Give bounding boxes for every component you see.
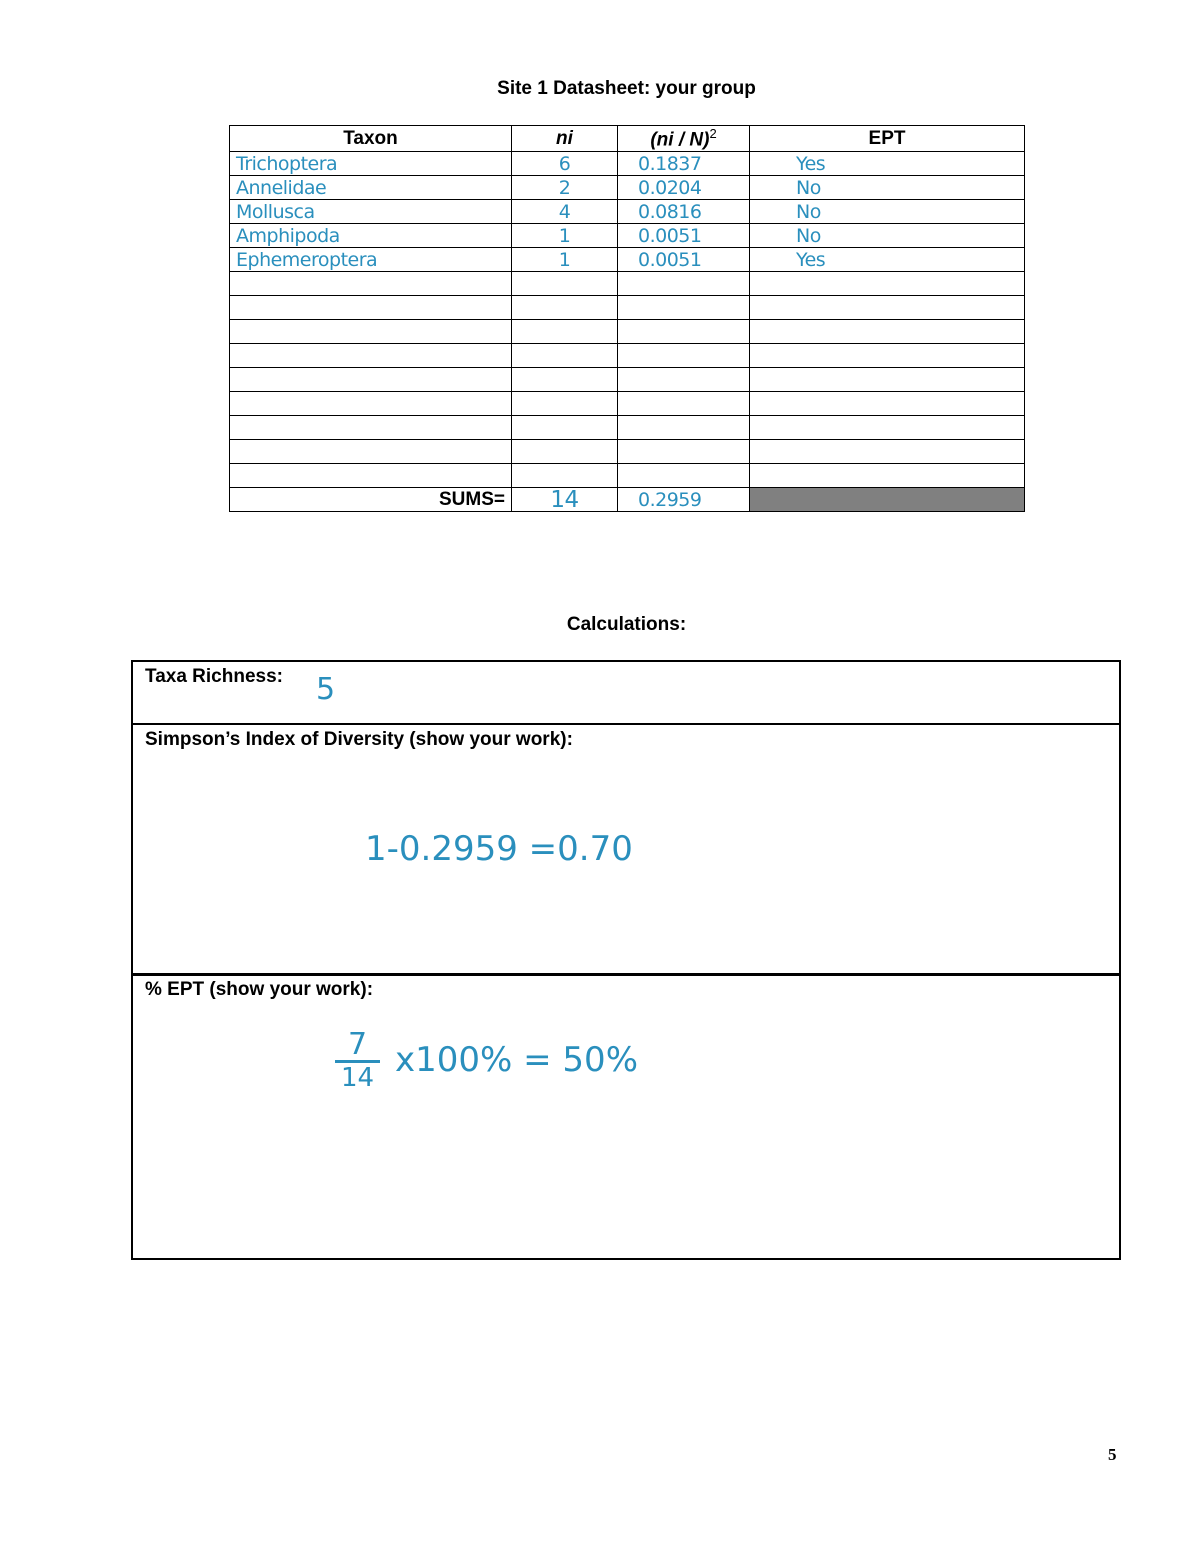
table-row-empty (230, 272, 1025, 296)
ept-fraction (335, 1027, 380, 1093)
header-ept: EPT (750, 126, 1025, 152)
table-row (230, 248, 1025, 272)
table-row (230, 224, 1025, 248)
table-row-empty (230, 368, 1025, 392)
table-row-empty (230, 296, 1025, 320)
taxon-cell: Mollusca (230, 200, 512, 224)
table-row (230, 176, 1025, 200)
ept-percent-work: x100% = 50% (395, 1040, 638, 1080)
header-taxon: Taxon (230, 126, 512, 152)
taxon-cell: Amphipoda (230, 224, 512, 248)
header-ni-label: ni (556, 127, 573, 149)
frac-cell: 0.0204 (618, 176, 750, 200)
header-frac-label: (ni / N) (650, 129, 710, 151)
ept-denominator: 14 (340, 1063, 375, 1093)
ept-cell: No (750, 176, 1025, 200)
taxon-cell: Ephemeroptera (230, 248, 512, 272)
ni-cell: 1 (512, 248, 618, 272)
taxon-cell: Trichoptera (230, 152, 512, 176)
table-row-empty (230, 344, 1025, 368)
ept-cell: Yes (750, 248, 1025, 272)
table-row-empty (230, 320, 1025, 344)
ept-cell: Yes (750, 152, 1025, 176)
datasheet-table (229, 125, 1025, 512)
ni-cell: 4 (512, 200, 618, 224)
table-row-empty (230, 392, 1025, 416)
simpson-work: 1-0.2959 =0.70 (365, 829, 633, 869)
frac-cell: 0.1837 (618, 152, 750, 176)
frac-cell: 0.0051 (618, 224, 750, 248)
frac-cell: 0.0051 (618, 248, 750, 272)
ni-cell: 2 (512, 176, 618, 200)
taxa-richness-label: Taxa Richness: (145, 666, 283, 687)
table-row (230, 200, 1025, 224)
ni-cell: 1 (512, 224, 618, 248)
page-number: 5 (1108, 1445, 1117, 1464)
ni-cell: 6 (512, 152, 618, 176)
table-row (230, 152, 1025, 176)
frac-cell: 0.0816 (618, 200, 750, 224)
header-frac (618, 126, 750, 152)
datasheet-title: Site 1 Datasheet: your group (497, 78, 756, 99)
table-row-empty (230, 416, 1025, 440)
table-row-empty (230, 464, 1025, 488)
table-row-empty (230, 440, 1025, 464)
sum-frac: 0.2959 (618, 488, 750, 512)
simpson-box (131, 723, 1121, 976)
sum-ept-shaded (750, 488, 1025, 512)
header-frac-exponent: 2 (709, 126, 717, 141)
ept-percent-label: % EPT (show your work): (145, 979, 374, 1000)
sums-row (230, 488, 1025, 512)
header-ni (512, 126, 618, 152)
taxa-richness-value: 5 (316, 672, 336, 707)
ept-numerator: 7 (335, 1030, 380, 1063)
sums-label: SUMS= (230, 488, 512, 512)
table-header-row (230, 126, 1025, 152)
simpson-label: Simpson’s Index of Diversity (show your work): (145, 729, 573, 750)
ept-cell: No (750, 224, 1025, 248)
taxa-richness-box (131, 660, 1121, 725)
taxon-cell: Annelidae (230, 176, 512, 200)
ept-cell: No (750, 200, 1025, 224)
sum-ni: 14 (512, 488, 618, 512)
ept-percent-box (131, 973, 1121, 1260)
calculations-title: Calculations: (566, 614, 687, 635)
